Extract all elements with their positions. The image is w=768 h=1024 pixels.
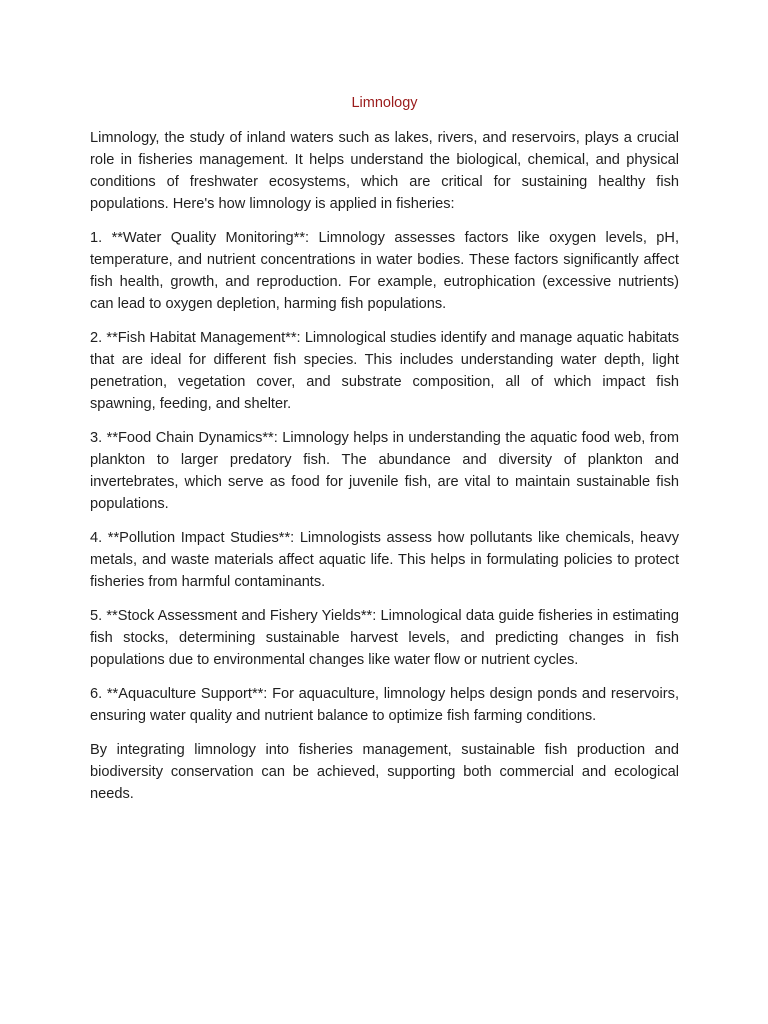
aquaculture-paragraph: 6. **Aquaculture Support**: For aquaculture, limnology helps design ponds and reservoirs, ensuring water quality and nutrient balance to optimize fish farming conditions. [90, 686, 679, 724]
food-chain-paragraph: 3. **Food Chain Dynamics**: Limnology helps in understanding the aquatic food web, from plankton to larger predatory fish. The abundance and diversity of plankton and invertebrates, which serve as food for juvenile fish, are vital to maintain sustainable fish populations. [90, 430, 679, 512]
stock-assessment-paragraph: 5. **Stock Assessment and Fishery Yields**: Limnological data guide fisheries in estimating fish stocks, determining sustainable harvest levels, and predicting changes in fish populations due to environmental changes like water flow or nutrient cycles. [90, 608, 679, 668]
document-title: Limnology [351, 95, 418, 111]
fish-habitat-paragraph: 2. **Fish Habitat Management**: Limnological studies identify and manage aquatic habitats that are ideal for different fish species. This includes understanding water depth, light penetration, vegetation cover, and substrate composition, all of which impact fish spawning, feeding, and shelter. [90, 330, 679, 412]
conclusion-paragraph: By integrating limnology into fisheries management, sustainable fish production and biodiversity conservation can be achieved, supporting both commercial and ecological needs. [90, 742, 679, 802]
intro-paragraph: Limnology, the study of inland waters such as lakes, rivers, and reservoirs, plays a crucial role in fisheries management. It helps understand the biological, chemical, and physical conditions of freshwater ecosystems, which are critical for sustaining healthy fish populations. Here's how limnology is applied in fisheries: [90, 130, 679, 212]
water-quality-paragraph: 1. **Water Quality Monitoring**: Limnology assesses factors like oxygen levels, pH, temperature, and nutrient concentrations in water bodies. These factors significantly affect fish health, growth, and reproduction. For example, eutrophication (excessive nutrients) can lead to oxygen depletion, harming fish populations. [90, 230, 679, 312]
pollution-impact-paragraph: 4. **Pollution Impact Studies**: Limnologists assess how pollutants like chemicals, heavy metals, and waste materials affect aquatic life. This helps in formulating policies to protect fisheries from harmful contaminants. [90, 530, 679, 590]
